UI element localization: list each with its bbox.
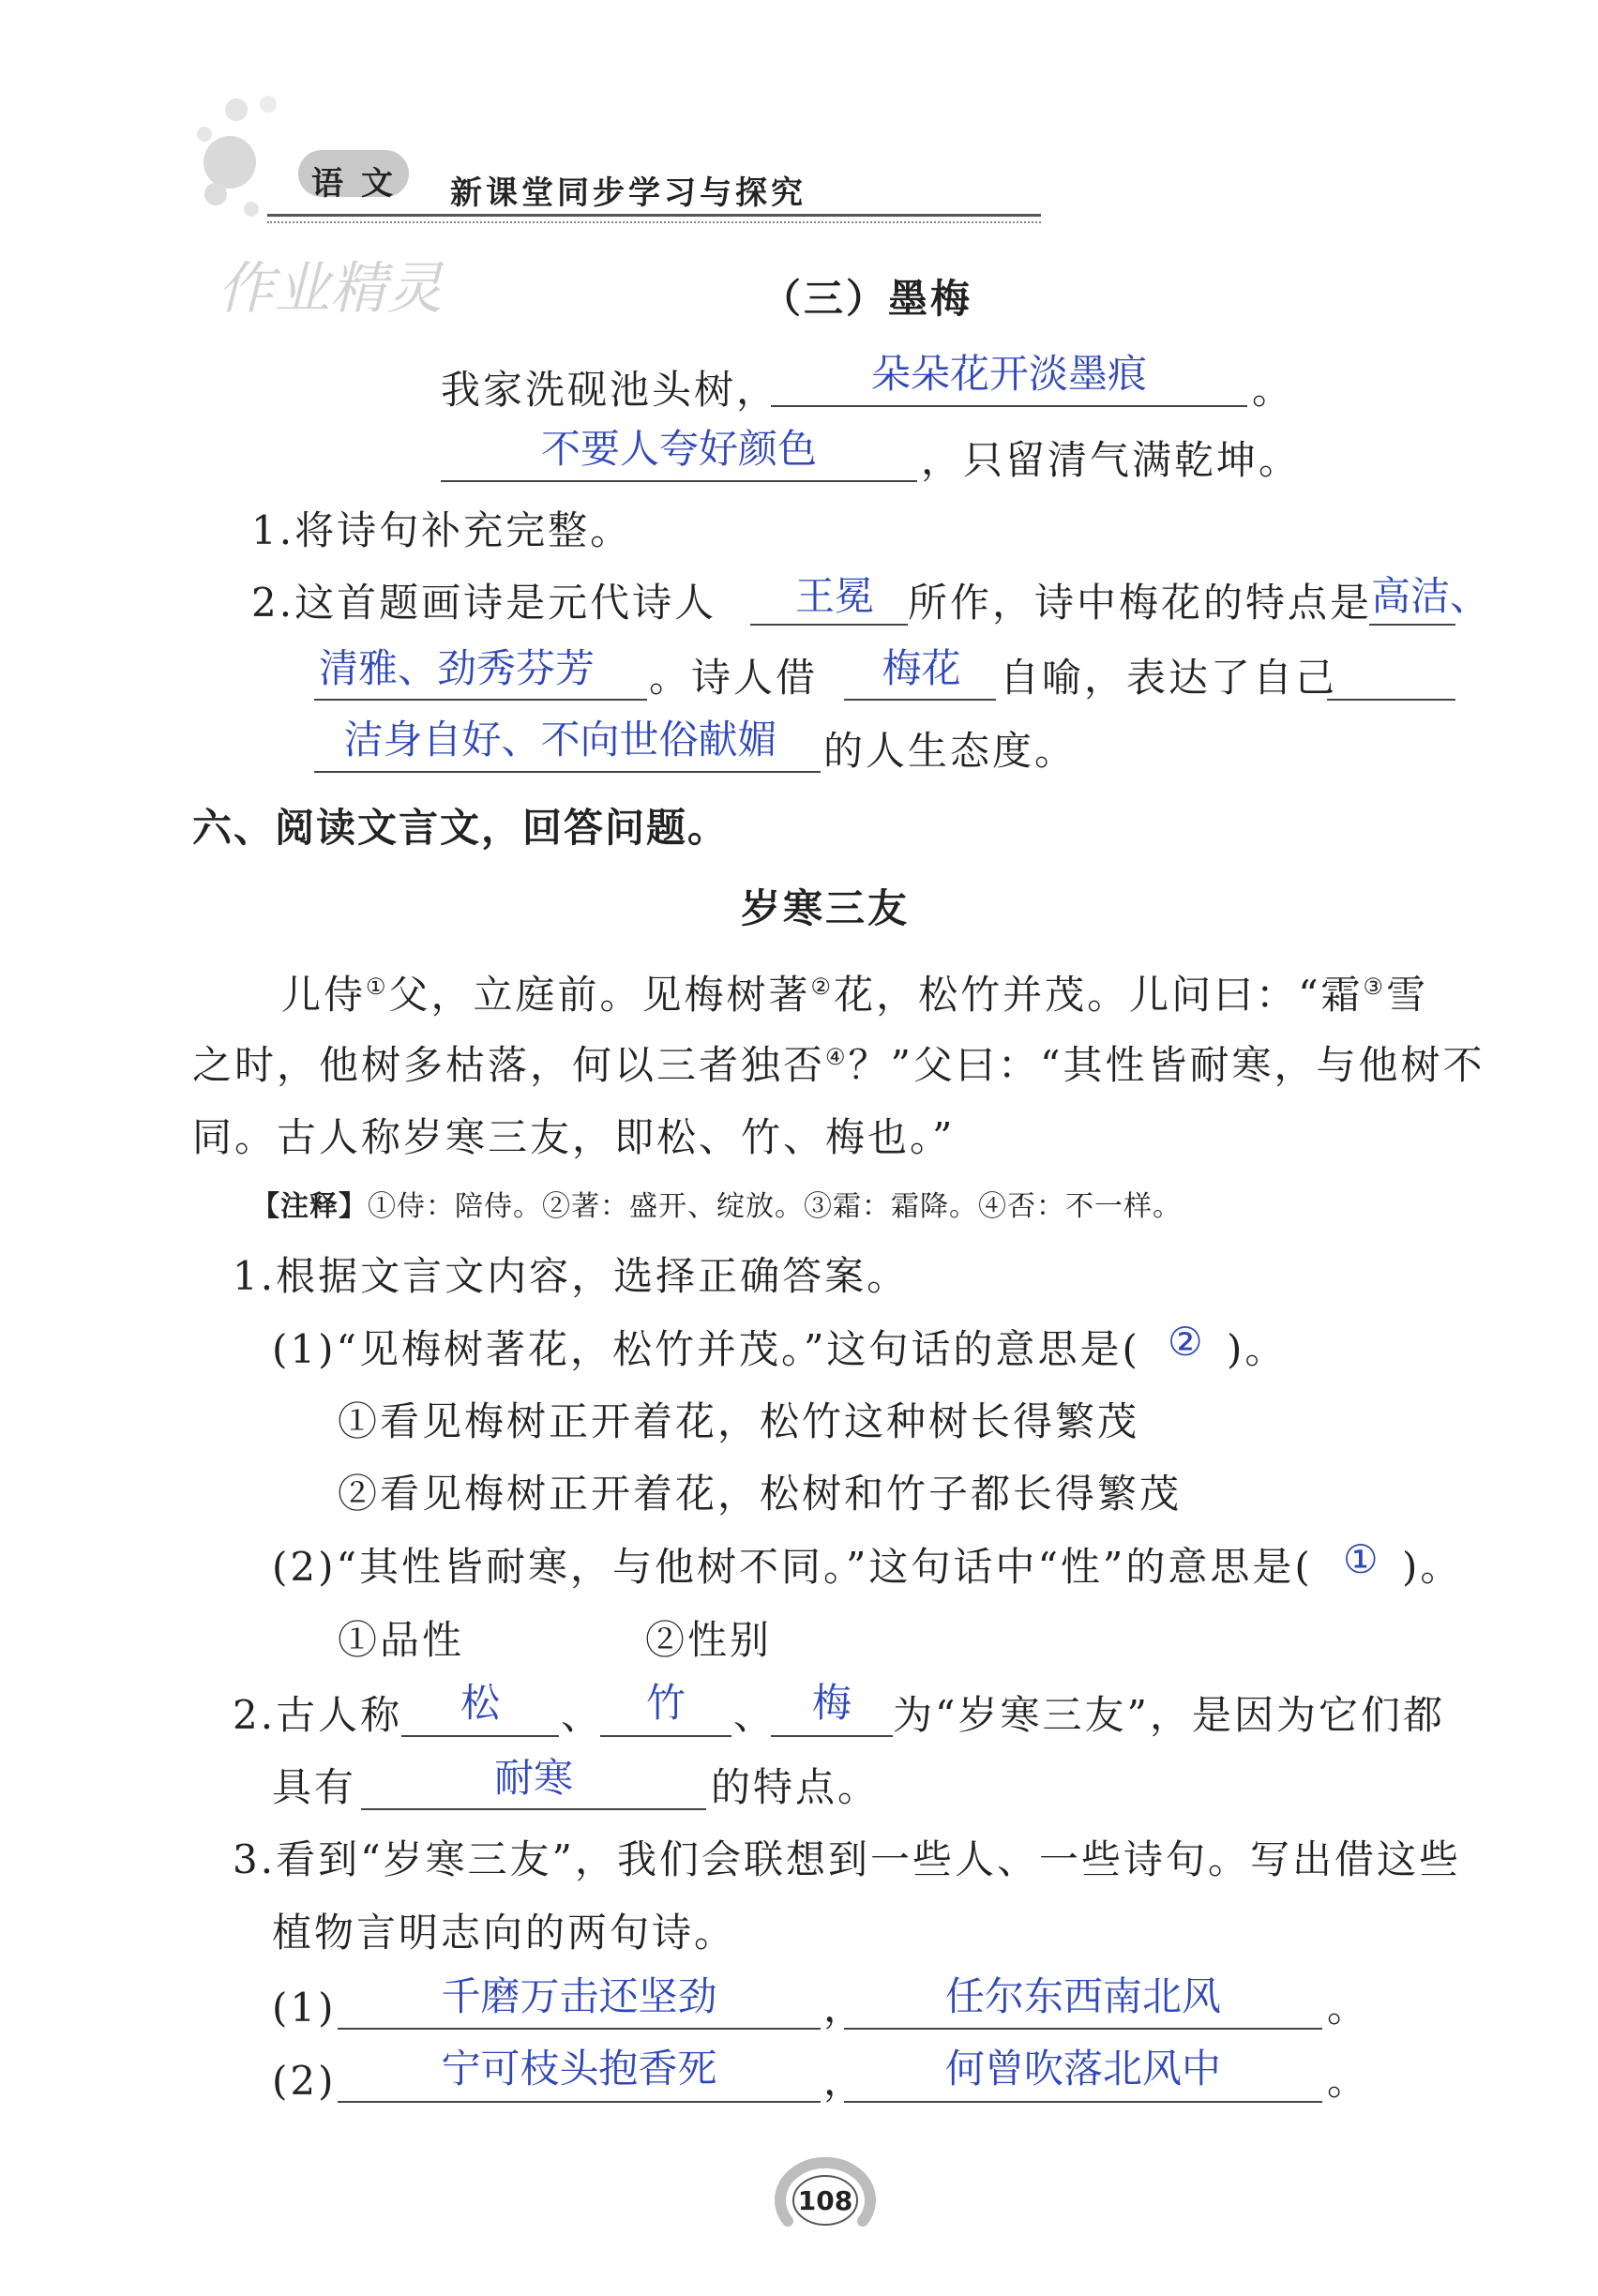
- question-1: 1.根据文言文内容，选择正确答案。: [233, 1253, 910, 1299]
- question-1-1: (1)“见梅树著花，松竹并茂。”这句话的意思是(: [272, 1326, 1140, 1372]
- answer-line: [750, 624, 908, 626]
- answer-line: [401, 1735, 559, 1737]
- passage-line-2: 之时，他树多枯落，何以三者独否④？”父曰：“其性皆耐寒，与他树不: [192, 1042, 1485, 1088]
- answer-poem-line1: 朵朵花开淡墨痕: [870, 351, 1147, 397]
- passage-line-1: 儿侍①父，立庭前。见梅树著②花，松竹并茂。儿问曰：“霜③雪: [281, 972, 1429, 1018]
- subject-badge-char-1: 语: [311, 165, 343, 203]
- answer-q1-2: ①: [1343, 1536, 1379, 1582]
- poem-question-1: 1.将诗句补充完整。: [251, 507, 633, 553]
- answer-symbol: 梅花: [882, 645, 961, 691]
- poem-line1-text: 我家洗砚池头树，: [441, 367, 779, 413]
- answer-pine: 松: [460, 1680, 500, 1726]
- answer-plum: 梅: [811, 1680, 852, 1726]
- answer-line: [844, 2028, 1322, 2030]
- answer-trait-a: 高洁、: [1371, 573, 1490, 619]
- answer-attitude: 洁身自好、不向世俗献媚: [343, 717, 777, 763]
- answer-q3-2-a: 宁可枝头抱香死: [441, 2046, 717, 2092]
- option-1-2-b: ②性别: [645, 1617, 773, 1663]
- option-1-2-a: ①品性: [338, 1617, 465, 1663]
- answer-line: [361, 1808, 706, 1810]
- watermark: 作业精灵: [218, 256, 443, 322]
- question-1-2: (2)“其性皆耐寒，与他树不同。”这句话中“性”的意思是(: [272, 1544, 1313, 1590]
- annotation: 【注释】①侍：陪侍。②著：盛开、绽放。③霜：霜降。④否：不一样。: [251, 1190, 1182, 1223]
- poem-question-2-b: 所作，诗中梅花的特点是: [908, 580, 1373, 626]
- answer-line: [441, 480, 917, 482]
- answer-line: [771, 1735, 893, 1737]
- answer-line: [314, 771, 821, 773]
- answer-line: [314, 699, 647, 701]
- period: 。: [1327, 1985, 1370, 2031]
- poem-question-2-d: 自喻，表达了自己: [1000, 655, 1338, 701]
- passage-title: 岁寒三友: [741, 885, 911, 931]
- poem-line1-end: 。: [1252, 367, 1295, 413]
- poem-title: （三）墨梅: [761, 276, 973, 322]
- answer-line: [1327, 699, 1455, 701]
- option-1-1-a: ①看见梅树正开着花，松竹这种树长得繁茂: [338, 1398, 1140, 1444]
- answer-line: [1369, 624, 1455, 626]
- question-3-2-num: (2): [272, 2058, 337, 2104]
- question-2-c: 具有: [272, 1764, 357, 1810]
- passage-line-3: 同。古人称岁寒三友，即松、竹、梅也。”: [192, 1114, 956, 1160]
- answer-line: [600, 1735, 731, 1737]
- separator: 、: [733, 1692, 776, 1738]
- answer-poem-line2: 不要人夸好颜色: [540, 426, 817, 472]
- answer-cold-resistant: 耐寒: [493, 1755, 573, 1801]
- header-rule-dotted: [267, 221, 1041, 223]
- question-3-1-num: (1): [272, 1985, 337, 2031]
- answer-line: [844, 699, 996, 701]
- answer-line: [338, 2028, 821, 2030]
- answer-line: [338, 2101, 821, 2103]
- question-3: 3.看到“岁寒三友”，我们会联想到一些人、一些诗句。写出借这些: [233, 1836, 1462, 1882]
- comma: ，: [823, 1985, 867, 2031]
- answer-trait-b: 清雅、劲秀芬芳: [319, 645, 595, 691]
- option-1-1-b: ②看见梅树正开着花，松树和竹子都长得繁茂: [338, 1471, 1183, 1517]
- question-1-2-end: )。: [1402, 1544, 1463, 1590]
- answer-line: [844, 2101, 1322, 2103]
- separator: 、: [561, 1692, 604, 1738]
- poem-question-2: 2.这首题画诗是元代诗人: [251, 580, 717, 626]
- poem-line2-text: ，只留清气满乾坤。: [921, 437, 1302, 483]
- answer-q3-2-b: 何曾吹落北风中: [944, 2046, 1221, 2092]
- question-3-b: 植物言明志向的两句诗。: [272, 1910, 737, 1956]
- question-1-1-end: )。: [1227, 1326, 1288, 1372]
- answer-poet: 王冕: [794, 573, 874, 619]
- question-2: 2.古人称: [233, 1692, 403, 1738]
- page-number: 108: [797, 2185, 853, 2216]
- answer-q3-1-a: 千磨万击还坚劲: [441, 1973, 717, 2019]
- answer-q1-1: ②: [1168, 1319, 1203, 1365]
- section-6-heading: 六、阅读文言文，回答问题。: [192, 805, 730, 851]
- subject-badge-char-2: 文: [361, 165, 393, 203]
- book-title: 新课堂同步学习与探究: [450, 174, 807, 212]
- poem-question-2-c: 。诗人借: [649, 655, 819, 701]
- answer-line: [771, 405, 1247, 407]
- header-rule: [267, 214, 1041, 217]
- question-2-d: 的特点。: [711, 1764, 881, 1810]
- period: 。: [1327, 2058, 1370, 2104]
- answer-bamboo: 竹: [645, 1680, 686, 1726]
- answer-q3-1-b: 任尔东西南北风: [944, 1973, 1221, 2019]
- comma: ，: [823, 2058, 867, 2104]
- poem-question-2-e: 的人生态度。: [823, 728, 1078, 774]
- question-2-b: 为“岁寒三友”，是因为它们都: [893, 1692, 1445, 1738]
